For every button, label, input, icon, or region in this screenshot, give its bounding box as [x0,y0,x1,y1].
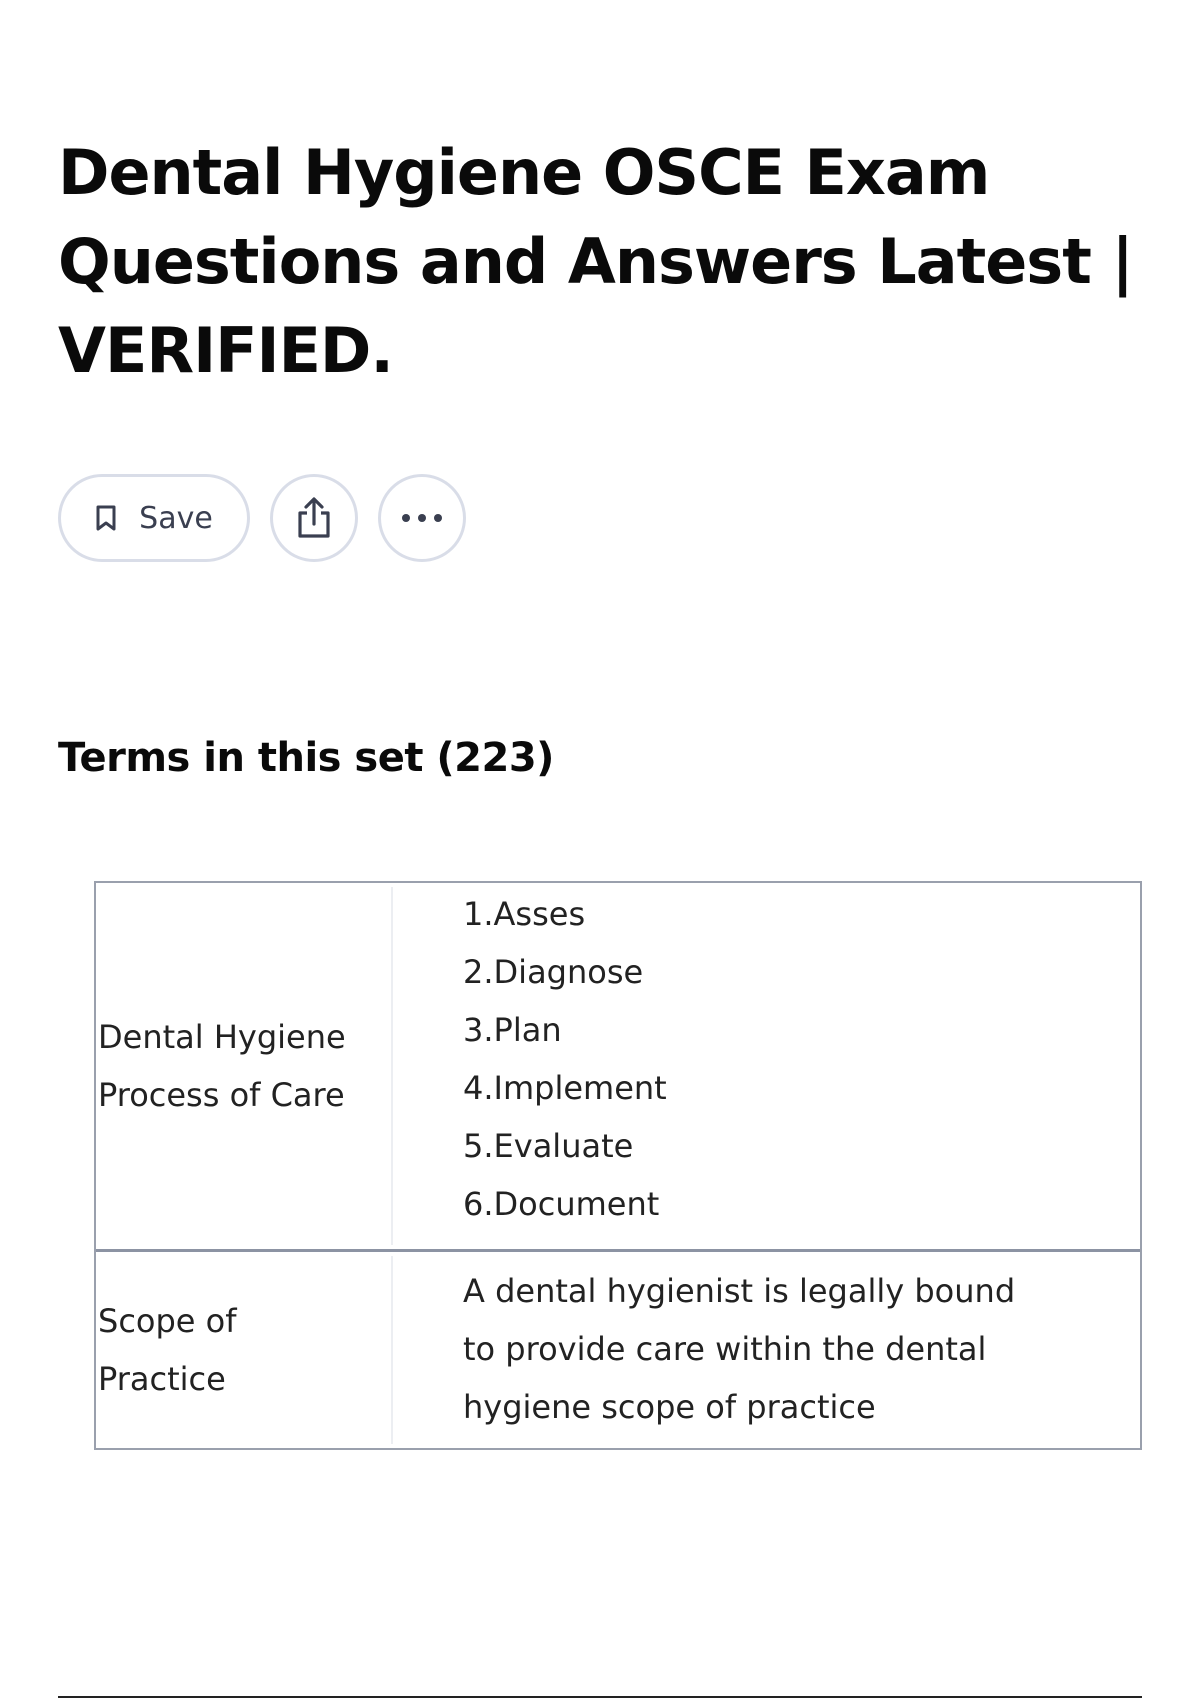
definition-cell [393,883,1140,1249]
definition-text: 6.Document [463,1185,660,1223]
term-row[interactable] [96,883,1140,1249]
term-cell [96,1252,391,1448]
share-button[interactable] [270,474,358,562]
definition-text: 1.Asses [463,895,586,933]
definition-text: 5.Evaluate [463,1127,634,1165]
definition-text: A dental hygienist is legally bound [463,1272,1016,1310]
more-icon [401,513,443,523]
definition-text: 4.Implement [463,1069,667,1107]
definition-text: hygiene scope of practice [463,1388,876,1426]
definition-text: 2.Diagnose [463,953,644,991]
term-row[interactable] [96,1249,1140,1448]
definition-text: 3.Plan [463,1011,562,1049]
save-button[interactable] [58,474,250,562]
more-options-button[interactable] [378,474,466,562]
bottom-divider [58,1696,1142,1698]
action-bar [58,474,466,562]
definition-cell [393,1252,1140,1448]
term-text: Process of Care [98,1076,345,1114]
term-text: Practice [98,1360,226,1398]
share-icon [295,497,333,539]
page-title: Dental Hygiene OSCE Exam Questions and Answers Latest | VERIFIED. [58,136,1134,387]
term-text: Dental Hygiene [98,1018,346,1056]
bookmark-icon [95,504,117,532]
save-label: Save [139,500,213,536]
definition-text: to provide care within the dental [463,1330,987,1368]
terms-table [94,881,1142,1450]
terms-heading: Terms in this set (223) [58,735,554,781]
term-text: Scope of [98,1302,237,1340]
term-cell [96,883,391,1249]
